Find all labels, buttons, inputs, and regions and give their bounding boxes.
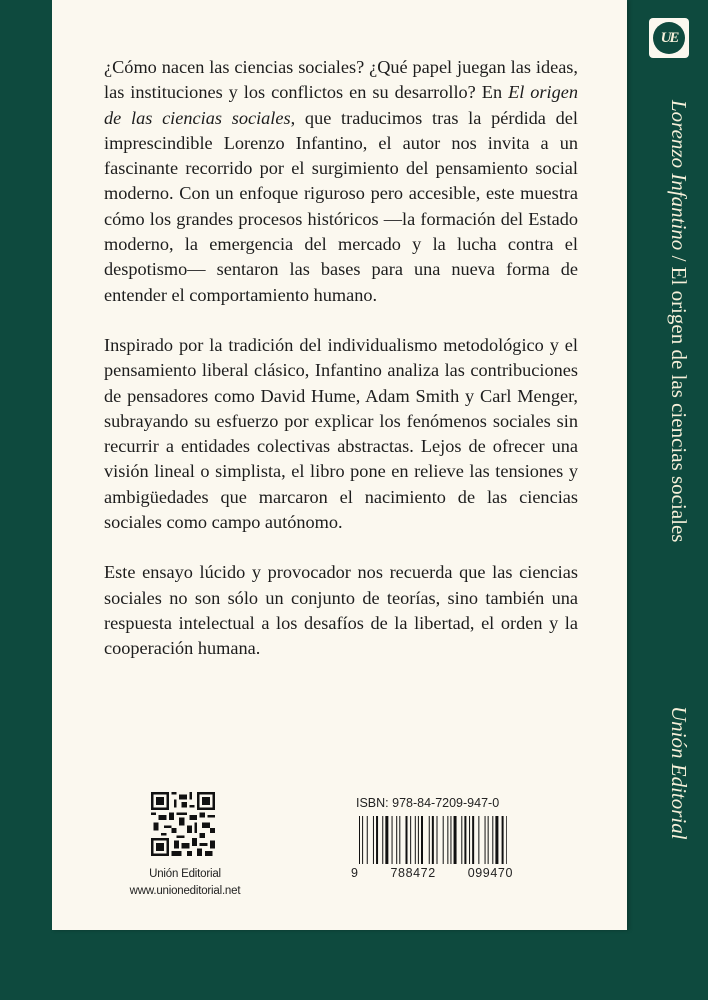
blurb-p1-rest: , que traducimos tras la pérdida del imprescindible Lorenzo Infantino, el autor nos invita a un fascinante recorrido por el surgimiento del pensamiento social moderno. Con un enfoque riguroso pero accesible, este muestra cómo los grandes procesos históricos —la formación del Estado moderno, la emergencia del mercado y la lucha contra el despotismo— sentaron las bases para una nueva forma de entender el comportamiento humano. [104, 107, 578, 305]
barcode-digits-group-2: 099470 [467, 866, 513, 880]
isbn-label: ISBN: 978-84-7209-947-0 [356, 796, 500, 810]
blurb-paragraph-2: Inspirado por la tradición del individualismo metodológico y el pensamiento liberal clásico, Infantino analiza las contribuciones de pensadores como David Hume, Adam Smith y Carl Menger, subrayando su esfuerzo por explicar los fenómenos sociales sin recurrir a entidades colectivas abstractas. Lejos de ofrecer una visión lineal o simplista, el libro pone en relieve las tensiones y ambigüedades que marcaron el nacimiento de las ciencias sociales como campo autónomo. [104, 334, 578, 533]
book-title-inline: El origen de las ciencias sociales [104, 82, 579, 128]
spine-separator: / [667, 250, 691, 267]
blurb-paragraph-1 [104, 55, 578, 308]
publisher-url[interactable]: www.unioneditorial.net [129, 885, 241, 897]
qr-code-icon [151, 792, 215, 856]
spine-title [667, 100, 691, 542]
barcode-digits [351, 866, 513, 880]
barcode-icon [359, 816, 507, 864]
spine-publisher: Unión Editorial [667, 706, 691, 840]
barcode-digits-group-1: 788472 [390, 866, 436, 880]
spine-book-title: El origen de las ciencias sociales [667, 266, 691, 543]
blurb-text [104, 55, 578, 687]
publisher-name: Unión Editorial [149, 868, 221, 880]
blurb-paragraph-3: Este ensayo lúcido y provocador nos recuerda que las ciencias sociales no son sólo un conjunto de teorías, sino también una respuesta intelectual a los desafíos de la libertad, el orden y la cooperación humana. [104, 562, 578, 659]
publisher-logo [649, 18, 689, 58]
spine-author: Lorenzo Infantino [667, 100, 691, 251]
barcode-digit-first: 9 [351, 866, 359, 880]
publisher-logo-icon: UE [653, 22, 685, 54]
back-cover [52, 0, 627, 930]
blurb-p1-intro: ¿Cómo nacen las ciencias sociales? ¿Qué papel juegan las ideas, las instituciones y los conflictos en su desarrollo? En [104, 57, 578, 103]
